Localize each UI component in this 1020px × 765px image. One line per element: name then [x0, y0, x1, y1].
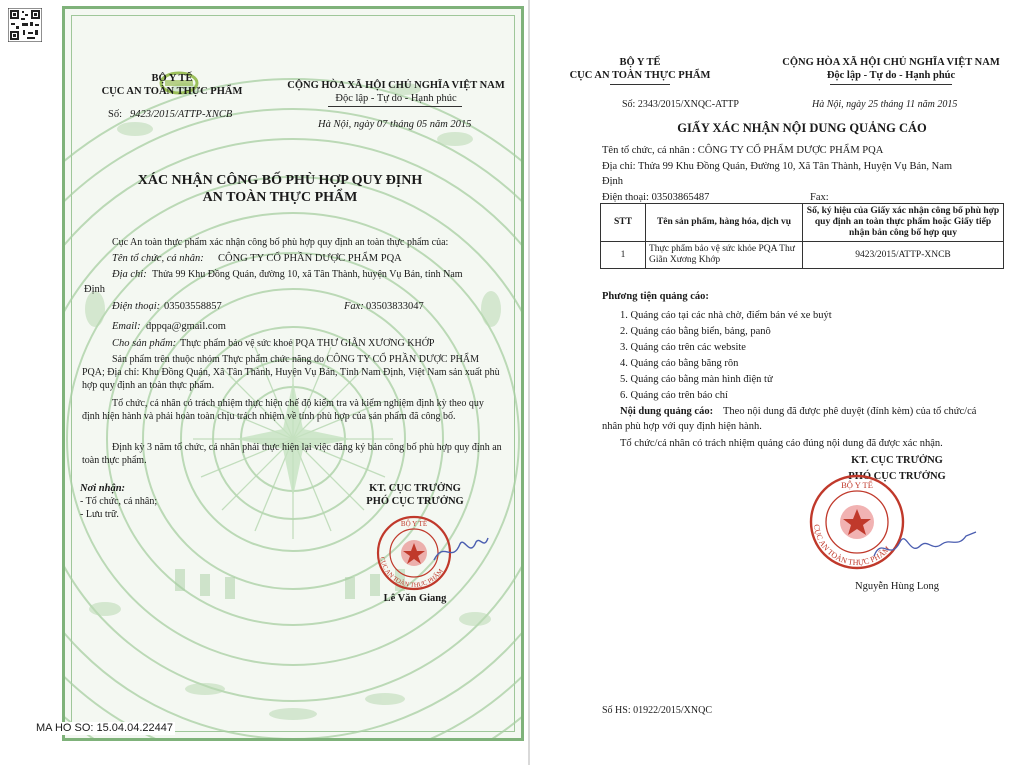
media-item: 3. Quảng cáo trên các website [620, 342, 746, 353]
right-confirmation-page [530, 0, 1020, 765]
agency-line2: CỤC AN TOÀN THỰC PHẨM [569, 70, 711, 81]
date-line: Hà Nội, ngày 25 tháng 11 năm 2015 [812, 99, 958, 110]
number-line: Số: 2343/2015/XNQC-ATTP [622, 99, 739, 110]
media-item: 5. Quảng cáo bằng màn hình điện tử [620, 374, 773, 385]
table-cell-product: Thực phẩm bảo vệ sức khỏe PQA Thư Giãn Xương Khớp [646, 242, 803, 269]
agency-line1: BỘ Y TẾ [619, 57, 661, 68]
signer-name: Nguyễn Hùng Long [855, 581, 939, 592]
signature-title-line1: KT. CỤC TRƯỞNG [369, 483, 461, 494]
date-line: Hà Nội, ngày 07 tháng 05 năm 2015 [318, 119, 472, 130]
media-item: 1. Quảng cáo tại các nhà chờ, điểm bán vé xe buýt [620, 310, 832, 321]
phone-label: Điện thoại: [112, 301, 161, 312]
content-label: Nội dung quảng cáo: [620, 406, 714, 417]
agency-line2: CỤC AN TOÀN THỰC PHẨM [101, 86, 243, 97]
signature-title-line1: KT. CỤC TRƯỞNG [851, 455, 943, 466]
certificate-title-line1: XÁC NHẬN CÔNG BỐ PHÙ HỢP QUY ĐỊNH [137, 173, 423, 188]
paragraph-2: Tổ chức, cá nhân có trách nhiệm thực hiện chế độ kiểm tra và kiểm nghiệm định kỳ theo quy định hiện hành và phải hoàn toàn chịu trách nhiệm về tính phù hợp của sản phẩm đã công bố. [82, 398, 484, 422]
paragraph-1: Sản phẩm trên thuộc nhóm Thực phẩm chức năng do CÔNG TY CỔ PHẦN DƯỢC PHẨM PQA; Địa chỉ: Khu Đồng Quán, Xã Tân Thành, Huyện Vụ Bản, Tỉnh Nam Định, Việt Nam sản xuất phù hợp quy định an toàn thực phẩm. [82, 354, 500, 391]
media-item: 4. Quảng cáo bằng băng rôn [620, 358, 739, 369]
content-text-2: nhân phù hợp với quy định hiện hành. [602, 421, 762, 432]
media-item: 2. Quảng cáo bằng biển, bảng, panô [620, 326, 771, 337]
agency-line1: BỘ Y TẾ [151, 73, 193, 84]
document-title: GIẤY XÁC NHẬN NỘI DUNG QUẢNG CÁO [677, 121, 927, 135]
intro-text: Cục An toàn thực phẩm xác nhận công bố phù hợp quy định an toàn thực phẩm của: [112, 237, 449, 248]
number-value: 9423/2015/ATTP-XNCB [130, 109, 233, 120]
seal-top-text: BỘ Y TẾ [841, 480, 873, 490]
org-label: Tên tổ chức, cá nhân: [112, 253, 204, 264]
address-line1: Địa chỉ: Thửa 99 Khu Đồng Quán, Đường 10, Xã Tân Thành, Huyện Vụ Bản, Nam [602, 161, 953, 172]
address-value: Thửa 99 Khu Đồng Quán, đường 10, xã Tân Thành, huyện Vụ Bản, tỉnh Nam [152, 269, 463, 280]
table-header-row [601, 204, 1004, 242]
recipients-label: Nơi nhận: [80, 483, 126, 494]
nation-line1: CỘNG HÒA XÃ HỘI CHỦ NGHĨA VIỆT NAM [782, 57, 1000, 68]
media-label: Phương tiện quảng cáo: [602, 291, 709, 302]
motto-underline [328, 106, 462, 107]
signature-title-line2: PHÓ CỤC TRƯỞNG [848, 471, 946, 482]
email-label: Email: [112, 321, 141, 332]
phone-value: 03503558857 [164, 301, 222, 312]
address-line2: Định [602, 176, 623, 187]
product-value: Thực phẩm bảo vệ sức khoẻ PQA THƯ GIÃN XƯƠNG KHỚP [180, 338, 435, 349]
signer-name: Lê Văn Giang [383, 593, 447, 604]
table-header-stt: STT [601, 204, 646, 242]
product-table [600, 203, 1004, 269]
address-continuation: Định [84, 284, 105, 295]
seal-ring-text: CỤC AN TOÀN THỰC PHẨM [812, 523, 892, 568]
nation-line2: Độc lập - Tự do - Hạnh phúc [826, 70, 956, 81]
table-row [601, 242, 1004, 269]
file-code: MA HO SO: 15.04.04.22447 [36, 722, 173, 734]
table-cell-stt: 1 [601, 242, 646, 269]
file-number: Số HS: 01922/2015/XNQC [602, 705, 713, 716]
fax-label: Fax: [344, 301, 364, 312]
nation-line2: Độc lập - Tự do - Hạnh phúc [335, 93, 457, 104]
responsibility-text: Tổ chức/cá nhân có trách nhiệm quảng cáo đúng nội dung đã được xác nhận. [620, 438, 943, 449]
motto-underline [830, 84, 952, 85]
seal-top-text: BỘ Y TẾ [400, 520, 428, 528]
table-header-product: Tên sản phẩm, hàng hóa, dịch vụ [646, 204, 803, 242]
nation-line1: CỘNG HÒA XÃ HỘI CHỦ NGHĨA VIỆT NAM [287, 80, 505, 91]
handwritten-signature-right [870, 522, 980, 568]
recipient-1: - Tổ chức, cá nhân; [80, 496, 158, 507]
seal-ring-text: CỤC AN TOÀN THỰC PHẨM [378, 556, 445, 590]
product-label: Cho sản phẩm: [112, 338, 177, 349]
phone-line: Điện thoại: 03503865487 [602, 192, 710, 203]
number-label: Số: [108, 109, 123, 120]
table-header-certificate: Số, ký hiệu của Giấy xác nhận công bố phù hợp quy định an toàn thực phẩm hoặc Giấy tiếp nhận bản công bố hợp quy [803, 204, 1004, 242]
address-label: Địa chỉ: [112, 269, 147, 280]
agency-underline [610, 84, 670, 85]
org-line: Tên tổ chức, cá nhân : CÔNG TY CỔ PHẨM DƯỢC PHẨM PQA [602, 145, 884, 156]
handwritten-signature-left [430, 530, 490, 570]
email-value: dppqa@gmail.com [146, 321, 226, 332]
signature-title-line2: PHÓ CỤC TRƯỞNG [366, 496, 464, 507]
qr-code-icon [8, 8, 42, 42]
table-cell-certificate: 9423/2015/ATTP-XNCB [803, 242, 1004, 269]
org-value: CÔNG TY CỔ PHẦN DƯỢC PHẨM PQA [218, 253, 402, 264]
content-text-1: Theo nội dung đã được phê duyệt (đính kèm) của tổ chức/cá [723, 406, 977, 417]
fax-value: 03503833047 [366, 301, 424, 312]
media-item: 6. Quảng cáo trên báo chí [620, 390, 728, 401]
paragraph-3: Định kỳ 3 năm tổ chức, cá nhân phải thực hiện lại việc đăng ký bản công bố phù hợp quy định an toàn thực phẩm. [82, 442, 502, 466]
recipient-2: - Lưu trữ. [80, 509, 119, 520]
certificate-title-line2: AN TOÀN THỰC PHẨM [202, 190, 358, 205]
fax-line: Fax: [810, 192, 829, 203]
